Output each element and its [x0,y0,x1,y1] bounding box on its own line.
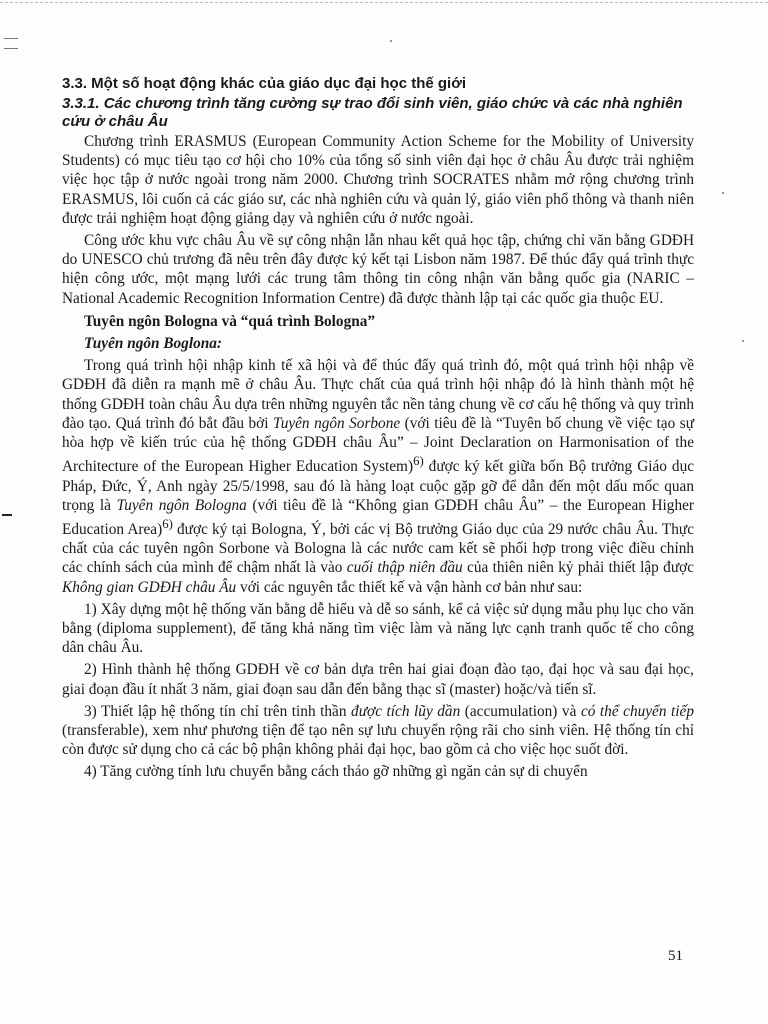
scan-top-border [0,2,768,3]
text-run: (transferable), xem như phương tiện để tạo nên sự lưu chuyển rộng rãi cho sinh viên. Hệ thống tín chỉ còn được sử dụng cho cả các bộ phận không phải đại học, bao gồm cả cho việc học suốt đời. [62,722,694,759]
scan-speck [390,40,392,42]
scan-speck [742,340,744,342]
accumulation-term: được tích lũy dần [351,702,461,720]
text-run: (accumulation) và [460,702,581,720]
higher-education-area-term: Không gian GDĐH châu Âu [62,578,237,596]
paragraph-erasmus: Chương trình ERASMUS (European Community Action Scheme for the Mobility of University Students) có mục tiêu tạo cơ hội cho 10% của tổng số sinh viên đại học ở châu Âu được trải nghiệm việc học tập ở nước ngoài trong năm 2000. Chương trình SOCRATES nhằm mở rộng chương trình ERASMUS, lôi cuốn cả các giáo sư, các nhà nghiên cứu và quản lý, giáo viên phổ thông và thanh niên được trải nghiệm hoạt động giảng dạy và nghiên cứu ở nước ngoài. [62,133,694,227]
section-heading: 3.3. Một số hoạt động khác của giáo dục đại học thế giới [62,75,467,92]
document-page [62,74,694,784]
text-run: (với tiêu đề là “Không gian GDĐH châu Âu” – the European Higher Education Area) [62,496,694,539]
bologna-declaration-term: Tuyên ngôn Bologna [116,496,247,514]
paragraph-lisbon-convention: Công ước khu vực châu Âu về sự công nhận lẫn nhau kết quả học tập, chứng chỉ văn bằng GDĐH do UNESCO chủ trương đã nêu trên đây được ký kết tại Lisbon năm 1987. Để thúc đẩy quá trình thực hiện công ước, một mạng lưới các trung tâm thông tin công nhận văn bằng quốc gia (NARIC – National Academic Recognition Information Centre) đã được thành lập tại các quốc gia thuộc EU. [62,232,694,307]
page-number: 51 [668,948,683,964]
scan-speck [722,192,724,194]
boglona-heading: Tuyên ngôn Boglona: [84,335,222,353]
list-item-4: 4) Tăng cường tính lưu chuyển bằng cách tháo gỡ những gì ngăn cản sự di chuyển [84,763,588,781]
text-run: (với tiêu đề là “Tuyên bố chung về việc tạo sự hòa hợp về kiến trúc của hệ thống GDĐH châu Âu” – Joint Declaration on Harmonisation of the Architecture of the European Higher Education System) [62,414,694,476]
scan-edge-mark [2,514,12,516]
bologna-heading: Tuyên ngôn Bologna và “quá trình Bologna” [84,312,376,330]
scan-edge-mark [4,48,18,49]
paragraph-bologna-process [62,356,694,597]
text-run: của thiên niên kỷ phải thiết lập được [462,559,694,577]
list-item-1: 1) Xây dựng một hệ thống văn bằng dễ hiểu và dễ so sánh, kể cả việc sử dụng mẫu phụ lục cho văn bằng (diploma supplement), để tăng khả năng tìm việc làm và năng lực cạnh tranh quốc tế cho công dân châu Âu. [62,600,694,657]
decade-term: cuối thập niên đầu [346,559,463,577]
text-run: với các nguyên tắc thiết kế và vận hành cơ bản như sau: [236,578,583,596]
transferable-term: có thể chuyển tiếp [580,702,694,720]
scan-edge-mark [4,38,18,39]
subsection-heading: 3.3.1. Các chương trình tăng cường sự trao đổi sinh viên, giáo chức và các nhà nghiên cứu ở châu Âu [62,95,683,130]
text-run: được ký kết giữa bốn Bộ trưởng Giáo dục Pháp, Đức, Ý, Anh ngày 25/5/1998, sau đó là hàng loạt cuộc gặp gỡ để dẫn đến một dấu mốc quan trọng là [62,458,695,514]
text-run: 3) Thiết lập hệ thống tín chỉ trên tinh thần [84,702,352,720]
footnote-reference: 6) [413,454,424,469]
sorbone-declaration-term: Tuyên ngôn Sorbone [273,414,401,432]
list-item-3 [62,702,694,760]
list-item-2: 2) Hình thành hệ thống GDĐH về cơ bản dựa trên hai giai đoạn đào tạo, đại học và sau đại học, giai đoạn đầu ít nhất 3 năm, giai đoạn sau dẫn đến bằng thạc sĩ (master) hoặc/và tiến sĩ. [62,661,694,698]
footnote-reference: 6) [162,516,173,531]
text-run: được ký tại Bologna, Ý, bởi các vị Bộ trưởng Giáo dục của 29 nước châu Âu. Thực chất của các tuyên ngôn Sorbone và Bologna là các nước cam kết sẽ phối hợp trong việc điều chỉnh các chính sách của mình để chậm nhất là vào [62,521,694,577]
text-run: Trong quá trình hội nhập kinh tế xã hội và để thúc đẩy quá trình đó, một quá trình hội nhập về GDĐH đã diễn ra mạnh mẽ ở châu Âu. Thực chất của quá trình hội nhập đó là hình thành một hệ thống GDĐH toàn châu Âu dựa trên những nguyên tắc nền tảng chung về cơ cấu hệ thống và quy trình đào tạo. Quá trình đó bắt đầu bởi [62,357,694,432]
